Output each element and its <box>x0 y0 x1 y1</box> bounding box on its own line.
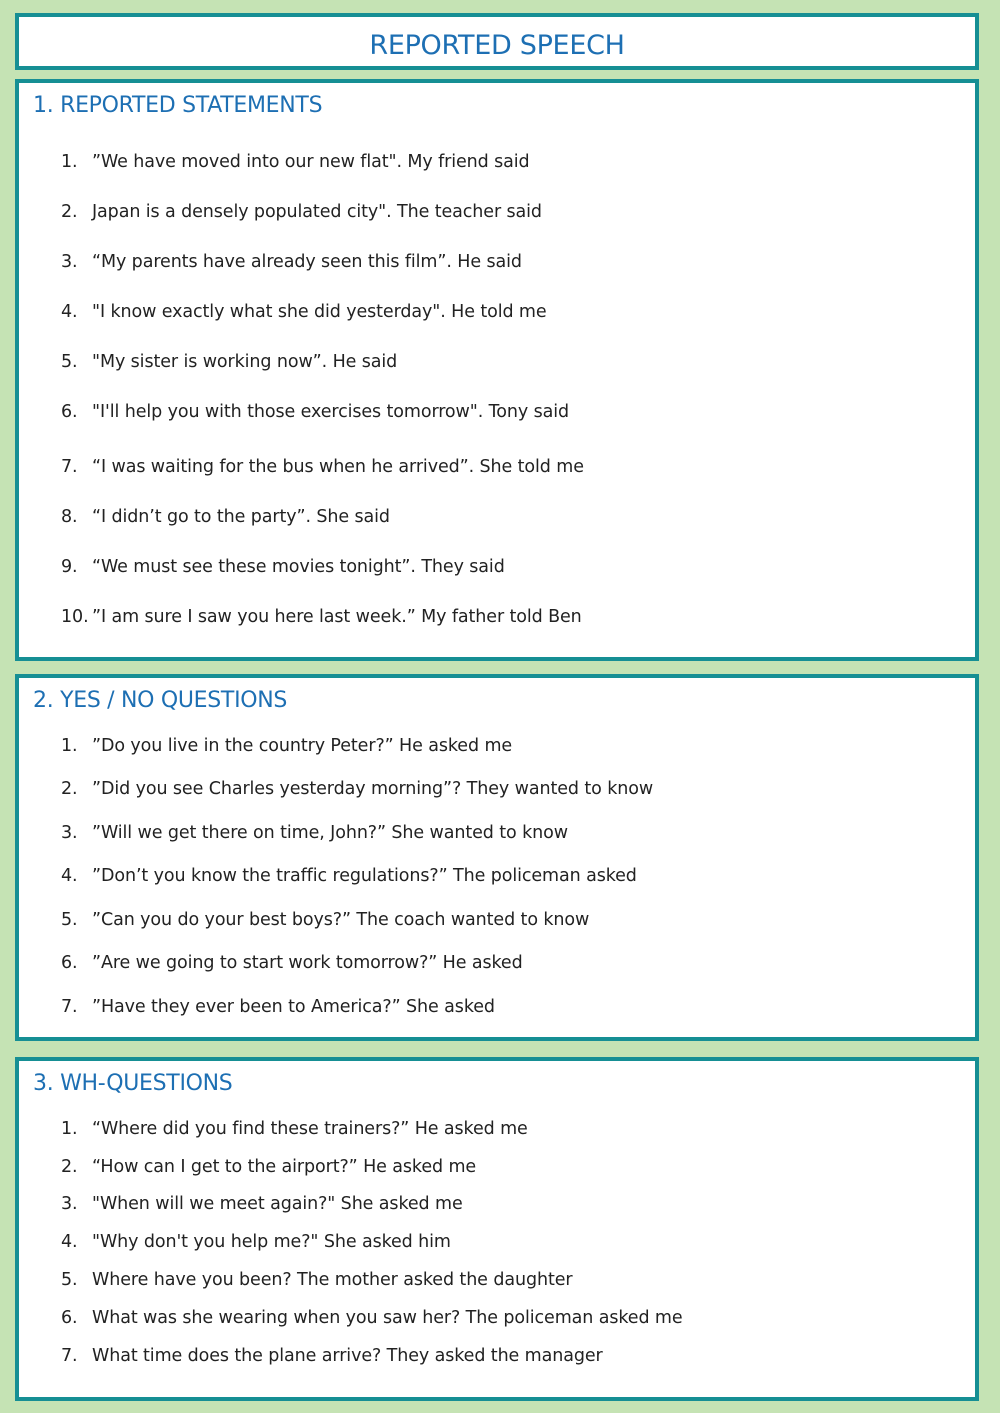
section-title: 3. WH-QUESTIONS <box>33 1071 233 1096</box>
list-item <box>61 607 582 627</box>
list-item <box>61 557 505 577</box>
item-number: 4. <box>61 302 78 322</box>
item-number: 3. <box>61 252 78 272</box>
item-number: 10. <box>61 607 89 627</box>
section-reported-statements <box>15 79 979 661</box>
list-item <box>61 252 522 272</box>
item-text: Where have you been? The mother asked the daughter <box>92 1270 573 1290</box>
item-text: ”Are we going to start work tomorrow?” He asked <box>92 953 523 973</box>
list-item <box>61 152 530 172</box>
item-text: "When will we meet again?" She asked me <box>92 1194 463 1214</box>
item-number: 2. <box>61 1157 78 1177</box>
section-yes-no-questions <box>15 674 979 1041</box>
item-text: ”Did you see Charles yesterday morning”? They wanted to know <box>92 779 654 799</box>
item-number: 5. <box>61 1270 78 1290</box>
item-text: ”I am sure I saw you here last week.” My father told Ben <box>92 607 582 627</box>
item-number: 1. <box>61 736 78 756</box>
item-number: 4. <box>61 1232 78 1252</box>
item-text: “How can I get to the airport?” He asked me <box>92 1157 477 1177</box>
item-text: “My parents have already seen this film”. He said <box>92 252 522 272</box>
item-text: ”Will we get there on time, John?” She wanted to know <box>92 823 568 843</box>
item-text: What was she wearing when you saw her? The policeman asked me <box>92 1308 683 1328</box>
item-text: ”Have they ever been to America?” She asked <box>92 997 495 1017</box>
item-number: 8. <box>61 507 78 527</box>
list-item <box>61 302 547 322</box>
list-item <box>61 779 653 799</box>
item-number: 3. <box>61 1194 78 1214</box>
item-text: "I know exactly what she did yesterday". He told me <box>92 302 547 322</box>
list-item <box>61 1157 476 1177</box>
item-number: 6. <box>61 402 78 422</box>
list-item <box>61 910 589 930</box>
list-item <box>61 1308 683 1328</box>
item-number: 5. <box>61 352 78 372</box>
list-item <box>61 202 542 222</box>
item-text: “I didn’t go to the party”. She said <box>92 507 390 527</box>
list-item <box>61 507 390 527</box>
item-text: ”Can you do your best boys?” The coach wanted to know <box>92 910 590 930</box>
section-title: 2. YES / NO QUESTIONS <box>33 688 288 713</box>
item-text: Japan is a densely populated city". The teacher said <box>92 202 542 222</box>
list-item <box>61 352 397 372</box>
item-text: What time does the plane arrive? They asked the manager <box>92 1346 603 1366</box>
item-number: 6. <box>61 953 78 973</box>
item-number: 7. <box>61 997 78 1017</box>
item-text: ”Don’t you know the traffic regulations?” The policeman asked <box>92 866 637 886</box>
section-title: 1. REPORTED STATEMENTS <box>33 93 323 118</box>
list-item <box>61 823 568 843</box>
item-number: 7. <box>61 1346 78 1366</box>
item-text: "Why don't you help me?" She asked him <box>92 1232 451 1252</box>
title-box <box>15 13 979 70</box>
page-title: REPORTED SPEECH <box>369 30 625 61</box>
list-item <box>61 953 523 973</box>
item-number: 1. <box>61 152 78 172</box>
item-text: “I was waiting for the bus when he arrived”. She told me <box>92 457 584 477</box>
list-item <box>61 1119 528 1139</box>
list-item <box>61 1270 572 1290</box>
item-number: 3. <box>61 823 78 843</box>
item-text: “Where did you find these trainers?” He asked me <box>92 1119 528 1139</box>
item-text: "I'll help you with those exercises tomorrow". Tony said <box>92 402 569 422</box>
item-number: 1. <box>61 1119 78 1139</box>
list-item <box>61 866 637 886</box>
item-number: 2. <box>61 779 78 799</box>
list-item <box>61 1346 603 1366</box>
item-text: “We must see these movies tonight”. They said <box>92 557 505 577</box>
list-item <box>61 1194 463 1214</box>
item-number: 6. <box>61 1308 78 1328</box>
item-text: ”We have moved into our new flat". My friend said <box>92 152 530 172</box>
item-number: 2. <box>61 202 78 222</box>
item-text: "My sister is working now”. He said <box>92 352 398 372</box>
item-number: 9. <box>61 557 78 577</box>
list-item <box>61 997 495 1017</box>
item-number: 7. <box>61 457 78 477</box>
item-text: ”Do you live in the country Peter?” He asked me <box>92 736 513 756</box>
list-item <box>61 457 584 477</box>
list-item <box>61 402 569 422</box>
list-item <box>61 1232 451 1252</box>
list-item <box>61 736 512 756</box>
item-number: 4. <box>61 866 78 886</box>
section-wh-questions <box>15 1057 979 1401</box>
item-number: 5. <box>61 910 78 930</box>
